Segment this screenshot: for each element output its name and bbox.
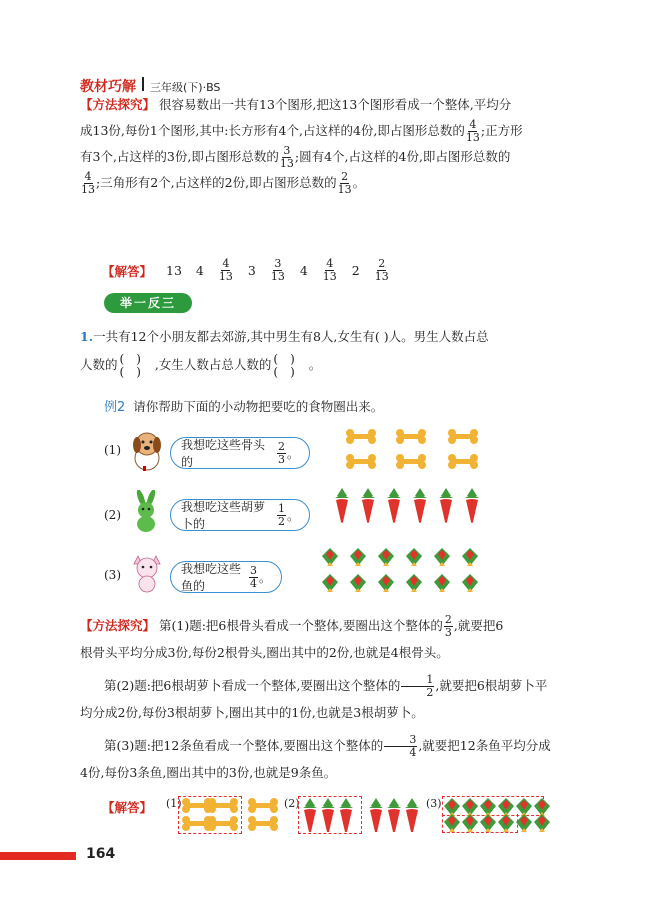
question-line bbox=[80, 324, 580, 350]
answer-fraction bbox=[271, 258, 285, 283]
denominator: 2 bbox=[426, 686, 434, 699]
fish-icon bbox=[516, 814, 532, 832]
book-subtitle: 三年级(下)·BS bbox=[150, 81, 221, 94]
method-text: ;三角形有2个,占这样的2份,即占图形总数的 bbox=[96, 175, 337, 190]
bone-icon bbox=[346, 454, 376, 469]
answer-label: (2) bbox=[284, 797, 300, 810]
fraction bbox=[401, 674, 434, 699]
blank-fraction[interactable] bbox=[120, 353, 153, 379]
method-text: 根骨头平均分成3份,每份2根骨头,圈出其中的2份,也就是4根骨头。 bbox=[80, 645, 449, 660]
fraction bbox=[466, 119, 480, 144]
carrot-icon bbox=[303, 798, 317, 832]
bone-group bbox=[340, 428, 490, 476]
numerator: 4 bbox=[326, 257, 334, 270]
numerator: 2 bbox=[444, 613, 452, 626]
answer-fish bbox=[444, 798, 564, 832]
speech-text: 。 bbox=[286, 508, 299, 523]
denominator: 2 bbox=[277, 514, 285, 528]
fish-icon bbox=[462, 548, 478, 566]
bone-icon bbox=[346, 429, 376, 444]
answer-value: 4 bbox=[299, 263, 308, 278]
method-text: ;正方形 bbox=[480, 123, 523, 138]
fish-icon bbox=[406, 574, 422, 592]
example-label: 例2 bbox=[104, 400, 126, 415]
method-paragraph-2 bbox=[80, 612, 580, 786]
fish-icon bbox=[350, 548, 366, 566]
method-line bbox=[80, 639, 580, 666]
paren: ) bbox=[290, 364, 307, 379]
carrot-icon bbox=[413, 488, 427, 523]
paren: ( bbox=[273, 364, 291, 379]
page-accent-bar bbox=[0, 852, 76, 860]
question-line bbox=[80, 352, 580, 379]
fraction bbox=[277, 503, 286, 528]
carrot-icon bbox=[361, 488, 375, 523]
bone-icon bbox=[448, 454, 478, 469]
carrot-icon bbox=[335, 488, 349, 523]
fish-group bbox=[318, 544, 494, 600]
example-heading bbox=[104, 396, 383, 415]
fraction bbox=[338, 171, 352, 196]
denominator: 13 bbox=[374, 270, 389, 283]
method-text: 均分成2份,每份3根胡萝卜,圈出其中的1份,也就是3根胡萝卜。 bbox=[80, 705, 424, 720]
denominator: 13 bbox=[270, 270, 285, 283]
answer-fraction bbox=[323, 258, 337, 283]
fraction bbox=[249, 565, 258, 590]
carrot-icon bbox=[387, 488, 401, 523]
bone-icon bbox=[182, 798, 212, 813]
denominator: 13 bbox=[81, 183, 95, 196]
carrot-icon bbox=[387, 798, 401, 832]
question-text: 人数的 bbox=[80, 357, 118, 372]
bone-icon bbox=[208, 816, 238, 831]
answer-row-1 bbox=[102, 258, 390, 283]
answer-label: (3) bbox=[426, 797, 442, 810]
fraction bbox=[277, 441, 286, 466]
numerator: 2 bbox=[378, 257, 386, 270]
bone-icon bbox=[208, 798, 238, 813]
answer-value: 3 bbox=[247, 263, 256, 278]
fraction bbox=[444, 614, 453, 639]
fish-icon bbox=[462, 798, 478, 816]
denominator: 3 bbox=[444, 626, 452, 639]
speech-text: 我想吃这些骨头的 bbox=[181, 438, 266, 469]
fish-icon bbox=[434, 548, 450, 566]
cat-icon bbox=[128, 550, 166, 594]
speech-bubble bbox=[170, 561, 282, 593]
denominator: 13 bbox=[337, 183, 352, 196]
answer-fraction bbox=[219, 258, 233, 283]
denominator: 3 bbox=[277, 452, 285, 466]
page-number: 164 bbox=[86, 846, 116, 862]
speech-text: 我想吃这些胡萝卜的 bbox=[181, 500, 266, 531]
answer-value: 4 bbox=[195, 263, 204, 278]
blank-fraction[interactable] bbox=[273, 353, 306, 379]
method-paragraph-1 bbox=[80, 92, 580, 196]
denominator: 4 bbox=[409, 746, 417, 759]
denominator: 4 bbox=[249, 576, 257, 590]
carrot-icon bbox=[369, 798, 383, 832]
bone-icon bbox=[396, 454, 426, 469]
carrot-icon bbox=[465, 488, 479, 523]
denominator: 13 bbox=[279, 157, 294, 170]
numerator: 3 bbox=[283, 144, 291, 157]
answer-value: 13 bbox=[166, 263, 182, 278]
fish-icon bbox=[534, 798, 550, 816]
answer-value: 2 bbox=[351, 263, 360, 278]
fraction bbox=[280, 145, 294, 170]
numerator: 4 bbox=[469, 118, 477, 131]
method-tag: 【方法探究】 bbox=[80, 97, 156, 112]
numerator: 2 bbox=[341, 170, 349, 183]
fish-icon bbox=[480, 798, 496, 816]
method-line bbox=[80, 672, 580, 699]
method-text: 很容易数出一共有13个图形,把这13个图形看成一个整体,平均分 bbox=[159, 97, 512, 112]
answer-bones bbox=[180, 798, 290, 832]
method-text: ,就要把6根胡萝卜平 bbox=[435, 678, 548, 693]
numerator: 3 bbox=[249, 563, 257, 577]
paren: ) bbox=[290, 351, 307, 366]
rabbit-icon bbox=[127, 490, 165, 534]
method-text: 第(2)题:把6根胡萝卜看成一个整体,要圈出这个整体的 bbox=[104, 678, 401, 693]
fish-icon bbox=[322, 574, 338, 592]
paren: ( bbox=[273, 351, 291, 366]
carrot-icon bbox=[439, 488, 453, 523]
numerator: 3 bbox=[274, 257, 282, 270]
item-number: (3) bbox=[104, 568, 121, 582]
denominator: 13 bbox=[322, 270, 337, 283]
method-line bbox=[80, 170, 580, 196]
practice-question bbox=[80, 324, 580, 379]
method-text: 第(1)题:把6根骨头看成一个整体,要圈出这个整体的 bbox=[159, 618, 443, 633]
fish-icon bbox=[444, 798, 460, 816]
paren: ) bbox=[136, 364, 153, 379]
answer-tag: 【解答】 bbox=[102, 263, 153, 279]
answer-fraction bbox=[375, 258, 389, 283]
answer-label: (1) bbox=[166, 797, 182, 810]
method-text: 有3个,占这样的3份,即占图形总数的 bbox=[80, 149, 279, 164]
fish-icon bbox=[434, 574, 450, 592]
speech-bubble bbox=[170, 437, 310, 469]
carrot-icon bbox=[321, 798, 335, 832]
method-text: ;圆有4个,占这样的4份,即占图形总数的 bbox=[294, 149, 511, 164]
bone-icon bbox=[248, 798, 278, 813]
item-number: (1) bbox=[104, 443, 121, 457]
numerator: 1 bbox=[401, 674, 434, 687]
method-line bbox=[80, 759, 580, 786]
method-text: 4份,每份3条鱼,圈出其中的3份,也就是9条鱼。 bbox=[80, 765, 337, 780]
method-text: 第(3)题:把12条鱼看成一个整体,要圈出这个整体的 bbox=[104, 738, 384, 753]
carrot-group bbox=[330, 488, 490, 528]
numerator: 1 bbox=[277, 501, 285, 515]
speech-text: 我想吃这些鱼的 bbox=[181, 562, 242, 593]
fish-icon bbox=[378, 548, 394, 566]
bone-icon bbox=[248, 816, 278, 831]
answer-tag: 【解答】 bbox=[102, 800, 153, 815]
method-text: 成13份,每份1个图形,其中:长方形有4个,占这样的4份,即占图形总数的 bbox=[80, 123, 465, 138]
fish-icon bbox=[444, 814, 460, 832]
practice-badge: 举一反三 bbox=[104, 293, 192, 313]
numerator: 4 bbox=[222, 257, 230, 270]
answer-carrots bbox=[300, 798, 420, 832]
bone-icon bbox=[182, 816, 212, 831]
question-number: 1. bbox=[80, 329, 94, 344]
fish-icon bbox=[480, 814, 496, 832]
method-line bbox=[80, 118, 580, 144]
method-line bbox=[80, 612, 580, 639]
carrot-icon bbox=[339, 798, 353, 832]
fish-icon bbox=[516, 798, 532, 816]
fish-icon bbox=[378, 574, 394, 592]
method-tag: 【方法探究】 bbox=[80, 618, 156, 633]
denominator: 13 bbox=[465, 131, 480, 144]
bone-icon bbox=[396, 429, 426, 444]
fraction bbox=[81, 171, 95, 196]
method-text: ,就要把12条鱼平均分成 bbox=[418, 738, 551, 753]
method-text: 。 bbox=[352, 175, 366, 190]
paren: ( bbox=[119, 351, 137, 366]
fish-icon bbox=[498, 814, 514, 832]
numerator: 3 bbox=[384, 734, 417, 747]
book-title: 教材巧解 bbox=[80, 79, 136, 95]
fish-icon bbox=[462, 814, 478, 832]
question-text: 。 bbox=[308, 357, 322, 372]
question-text: 一共有12个小朋友都去郊游,其中男生有8人,女生有( )人。男生人数占总 bbox=[93, 329, 489, 344]
numerator: 2 bbox=[277, 439, 285, 453]
carrot-icon bbox=[405, 798, 419, 832]
method-line bbox=[80, 732, 580, 759]
item-number: (2) bbox=[104, 508, 121, 522]
header-divider bbox=[142, 77, 144, 91]
fish-icon bbox=[498, 798, 514, 816]
speech-text: 。 bbox=[258, 570, 271, 585]
question-text: ,女生人数占总人数的 bbox=[154, 357, 272, 372]
method-line bbox=[80, 92, 580, 118]
dog-icon bbox=[128, 428, 166, 472]
fish-icon bbox=[322, 548, 338, 566]
fish-icon bbox=[406, 548, 422, 566]
speech-text: 。 bbox=[286, 446, 299, 461]
method-text: ,就要把6 bbox=[453, 618, 504, 633]
denominator: 13 bbox=[218, 270, 233, 283]
fish-icon bbox=[462, 574, 478, 592]
speech-bubble bbox=[170, 499, 310, 531]
paren: ) bbox=[136, 351, 153, 366]
fraction bbox=[384, 734, 417, 759]
paren: ( bbox=[119, 364, 137, 379]
fish-icon bbox=[534, 814, 550, 832]
fish-icon bbox=[350, 574, 366, 592]
method-line bbox=[80, 144, 580, 170]
bone-icon bbox=[448, 429, 478, 444]
numerator: 4 bbox=[84, 170, 92, 183]
example-text: 请你帮助下面的小动物把要吃的食物圈出来。 bbox=[133, 399, 384, 414]
method-line bbox=[80, 699, 580, 726]
